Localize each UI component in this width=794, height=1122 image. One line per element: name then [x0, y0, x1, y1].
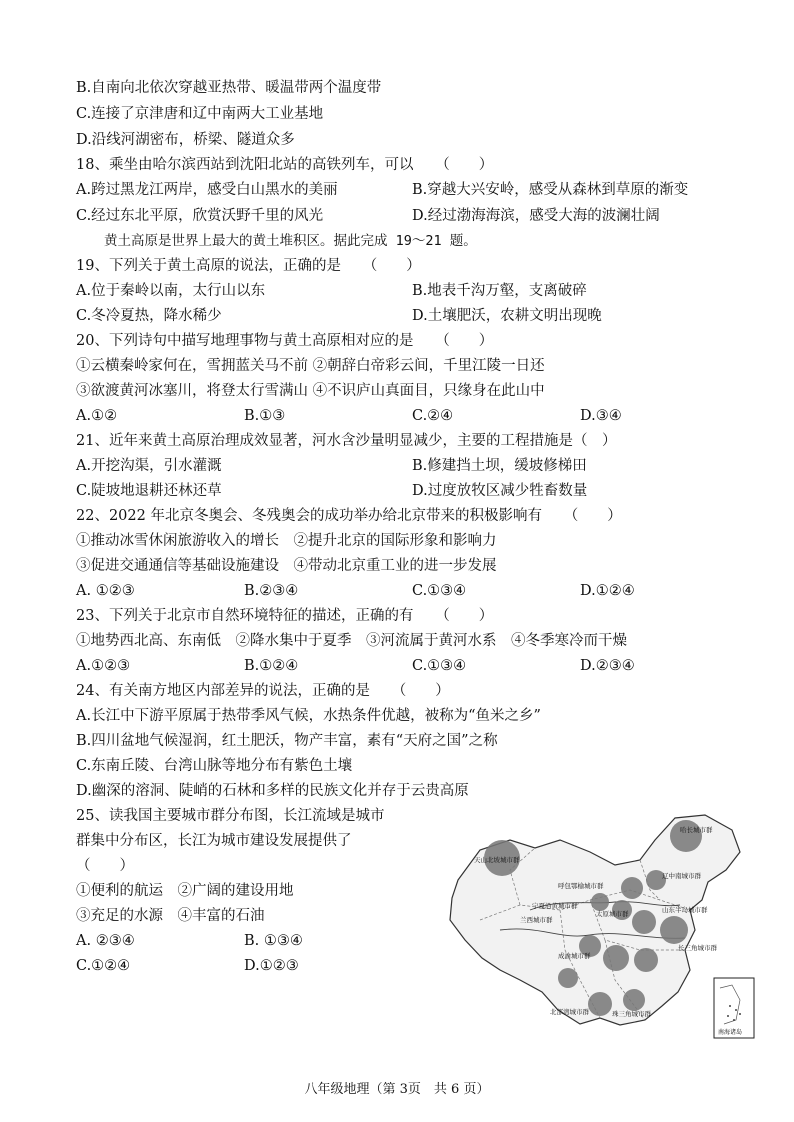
q25-option-a: A. ②③④	[76, 933, 135, 949]
q21-stem: 21、近年来黄土高原治理成效显著，河水含沙量明显减少，主要的工程措施是（ ）	[76, 433, 617, 449]
q22-statements-1: ①推动冰雪休闲旅游收入的增长 ②提升北京的国际形象和影响力	[76, 533, 497, 549]
q23-option-b: B.①②④	[244, 658, 299, 674]
q25-statements-2: ③充足的水源 ④丰富的石油	[76, 908, 265, 924]
map-label: 宁夏沿黄城市群	[532, 902, 578, 910]
q23-stem: 23、下列关于北京市自然环境特征的描述，正确的有 （ ）	[76, 608, 494, 624]
map-label: 辽中南城市群	[662, 872, 701, 880]
q24-option-c: C.东南丘陵、台湾山脉等地分布有紫色土壤	[76, 758, 353, 774]
q21-option-a: A.开挖沟渠，引水灌溉	[76, 458, 222, 474]
map-label: 天山北坡城市群	[474, 856, 520, 864]
city-cluster-map	[440, 810, 758, 1042]
q25-option-b: B. ①③④	[244, 933, 303, 949]
q19-option-b: B.地表千沟万壑，支离破碎	[412, 283, 587, 299]
q18-option-d: D.经过渤海海滨，感受大海的波澜壮阔	[412, 208, 660, 224]
q20-statements-2: ③欲渡黄河冰塞川，将登太行雪满山 ④不识庐山真面目，只缘身在此山中	[76, 383, 545, 399]
q19-option-c: C.冬冷夏热，降水稀少	[76, 308, 222, 324]
q19-option-a: A.位于秦岭以南，太行山以东	[76, 283, 266, 299]
q23-option-a: A.①②③	[76, 658, 131, 674]
q17-option-b: B.自南向北依次穿越亚热带、暖温带两个温度带	[76, 80, 382, 96]
q18-option-a: A.跨过黑龙江两岸，感受白山黑水的美丽	[76, 182, 338, 198]
q21-option-b: B.修建挡土坝，缓坡修梯田	[412, 458, 587, 474]
q23-option-c: C.①③④	[412, 658, 467, 674]
q22-option-d: D.①②④	[580, 583, 635, 599]
map-label: 山东半岛城市群	[662, 906, 708, 914]
q24-option-d: D.幽深的溶洞、陡峭的石林和多样的民族文化并存于云贵高原	[76, 783, 469, 799]
q22-option-b: B.②③④	[244, 583, 299, 599]
q24-option-b: B.四川盆地气候湿润，红土肥沃，物产丰富，素有“天府之国”之称	[76, 733, 498, 749]
map-label: 成渝城市群	[558, 952, 591, 960]
q22-stem: 22、2022 年北京冬奥会、冬残奥会的成功举办给北京带来的积极影响有 （ ）	[76, 508, 622, 524]
q20-option-c: C.②④	[412, 408, 454, 424]
q18-option-c: C.经过东北平原，欣赏沃野千里的风光	[76, 208, 324, 224]
q25-option-c: C.①②④	[76, 958, 131, 974]
south-sea-inset	[714, 978, 754, 1038]
q20-option-a: A.①②	[76, 408, 118, 424]
q21-option-d: D.过度放牧区减少牲畜数量	[412, 483, 588, 499]
page-footer: 八年级地理（第 3页 共 6 页）	[304, 1082, 490, 1097]
q19-stem: 19、下列关于黄土高原的说法，正确的是 （ ）	[76, 258, 421, 274]
q18-stem: 18、乘坐由哈尔滨西站到沈阳北站的高铁列车，可以 （ ）	[76, 157, 494, 173]
q23-option-d: D.②③④	[580, 658, 635, 674]
q23-statements: ①地势西北高、东南低 ②降水集中于夏季 ③河流属于黄河水系 ④冬季寒冷而干燥	[76, 633, 627, 649]
q20-option-b: B.①③	[244, 408, 286, 424]
q25-stem-line2: 群集中分布区，长江为城市建设发展提供了	[76, 833, 352, 849]
map-label: 哈长城市群	[680, 826, 713, 834]
q20-statements-1: ①云横秦岭家何在，雪拥蓝关马不前 ②朝辞白帝彩云间，千里江陵一日还	[76, 358, 545, 374]
q20-stem: 20、下列诗句中描写地理事物与黄土高原相对应的是 （ ）	[76, 333, 494, 349]
q21-option-c: C.陡坡地退耕还林还草	[76, 483, 222, 499]
q19-option-d: D.土壤肥沃，农耕文明出现晚	[412, 308, 602, 324]
q22-option-a: A. ①②③	[76, 583, 135, 599]
q24-stem: 24、有关南方地区内部差异的说法，正确的是 （ ）	[76, 683, 450, 699]
q17-option-d: D.沿线河湖密布，桥梁、隧道众多	[76, 132, 295, 148]
inset-label: 南海诸岛	[718, 1029, 743, 1036]
map-label: 太原城市群	[596, 910, 629, 918]
q25-statements-1: ①便利的航运 ②广阔的建设用地	[76, 883, 294, 899]
q18-option-b: B.穿越大兴安岭，感受从森林到草原的渐变	[412, 182, 689, 198]
map-label: 珠三角城市群	[612, 1010, 651, 1018]
q22-option-c: C.①③④	[412, 583, 467, 599]
q20-option-d: D.③④	[580, 408, 622, 424]
map-label: 呼包鄂榆城市群	[558, 882, 604, 890]
q24-option-a: A.长江中下游平原属于热带季风气候，水热条件优越，被称为“鱼米之乡”	[76, 708, 541, 724]
map-label: 北部湾城市群	[550, 1008, 589, 1016]
q17-option-c: C.连接了京津唐和辽中南两大工业基地	[76, 106, 324, 122]
intro-19-21: 黄土高原是世界上最大的黄土堆积区。据此完成 19～21 题。	[104, 233, 477, 249]
map-label: 兰西城市群	[520, 916, 553, 924]
q25-option-d: D.①②③	[244, 958, 299, 974]
q22-statements-2: ③促进交通通信等基础设施建设 ④带动北京重工业的进一步发展	[76, 558, 497, 574]
map-label: 长三角城市群	[678, 944, 717, 952]
q25-stem-line3: （ ）	[76, 858, 134, 874]
q25-stem-line1: 25、读我国主要城市群分布图，长江流域是城市	[76, 808, 385, 824]
